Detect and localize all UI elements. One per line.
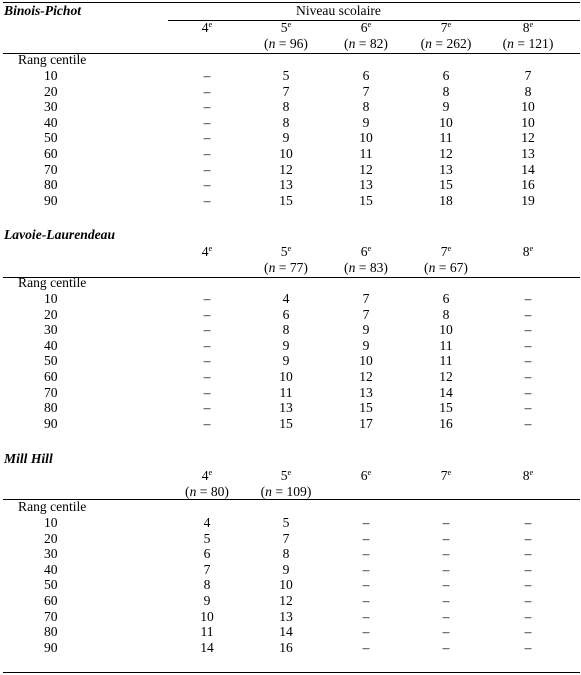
table-cell: 5 [203, 530, 211, 546]
table-cell: – [362, 624, 370, 640]
table-cell: – [362, 561, 370, 577]
paren-open: ( [264, 260, 269, 275]
paren-open: ( [260, 484, 266, 499]
table-cell: – [442, 561, 450, 577]
table-cell: 15 [359, 400, 373, 416]
table-cell: – [203, 177, 211, 193]
table-cell: 15 [439, 177, 453, 193]
grade-number: 5 [280, 468, 288, 483]
n-value: 109 [286, 484, 307, 499]
sample-size [331, 260, 401, 276]
rank-value: 20 [44, 306, 58, 322]
paren-close: ) [383, 260, 388, 275]
table-cell: – [442, 546, 450, 562]
rank-value: 60 [44, 369, 58, 384]
grade-number: 6 [360, 20, 368, 35]
rank-value: 70 [44, 161, 58, 177]
grade-suffix: e [529, 19, 534, 29]
table-cell: – [524, 624, 532, 640]
table-cell: 10 [439, 322, 453, 338]
rank-value: 20 [44, 530, 58, 546]
table-cell: 10 [279, 369, 293, 384]
n-symbol: n [348, 260, 356, 275]
table-cell: 12 [359, 369, 373, 384]
n-value: 82 [369, 36, 384, 51]
table-cell: – [442, 515, 450, 530]
n-symbol: n [268, 36, 276, 51]
sample-size [411, 260, 481, 276]
table-cell: 14 [439, 384, 453, 400]
grade-suffix: e [367, 19, 372, 29]
section-title: Mill Hill [4, 451, 53, 466]
grade-header [411, 244, 481, 261]
table-cell: 11 [439, 353, 453, 369]
grade-suffix: e [447, 467, 452, 477]
equals: = [275, 36, 290, 51]
grade-number: 7 [440, 468, 448, 483]
paren-close: ) [303, 36, 308, 51]
table-cell: – [362, 608, 370, 624]
grade-number: 5 [280, 244, 288, 259]
grade-suffix: e [208, 19, 213, 29]
grade-header [251, 244, 321, 261]
table-cell: – [442, 530, 450, 546]
table-cell: 13 [359, 384, 373, 400]
table-cell: 7 [282, 530, 290, 546]
grade-suffix: e [367, 467, 372, 477]
rank-value: 90 [44, 192, 58, 208]
sample-size [251, 260, 321, 276]
table-cell: 11 [359, 146, 373, 161]
table-cell: – [203, 192, 211, 208]
rang-centile-label: Rang centile [18, 499, 87, 514]
table-cell: 13 [439, 161, 453, 177]
table-bottom-rule [3, 672, 580, 673]
table-cell: 8 [282, 546, 290, 562]
table-cell: 9 [362, 114, 370, 130]
grade-number: 8 [522, 468, 530, 483]
rank-value: 50 [44, 353, 58, 369]
table-cell: – [203, 114, 211, 130]
equals: = [196, 484, 211, 499]
table-cell: 10 [439, 114, 453, 130]
section-header-rule [3, 53, 580, 54]
table-cell: 14 [279, 624, 293, 640]
table-cell: 9 [282, 130, 290, 146]
table-cell: 5 [282, 68, 290, 83]
paren-close: ) [383, 36, 388, 51]
table-cell: 14 [521, 161, 535, 177]
grade-suffix: e [447, 19, 452, 29]
table-cell: 6 [442, 291, 450, 306]
table-cell: – [203, 415, 211, 431]
rank-value: 20 [44, 83, 58, 99]
table-cell: 15 [279, 192, 293, 208]
rang-centile-label: Rang centile [18, 52, 87, 67]
equals: = [275, 260, 290, 275]
table-cell: – [524, 530, 532, 546]
grade-number: 6 [360, 244, 368, 259]
table-cell: – [203, 353, 211, 369]
paren-close: ) [224, 484, 229, 499]
rank-value: 40 [44, 114, 58, 130]
table-cell: 8 [524, 83, 532, 99]
table-cell: 13 [359, 177, 373, 193]
table-cell: 13 [279, 177, 293, 193]
table-cell: – [524, 639, 532, 655]
table-cell: 7 [362, 291, 370, 306]
table-cell: – [203, 68, 211, 83]
table-cell: 9 [282, 337, 290, 353]
grade-header [493, 20, 563, 37]
table-cell: – [524, 306, 532, 322]
n-symbol: n [428, 260, 436, 275]
table-cell: 9 [282, 561, 290, 577]
grade-suffix: e [529, 467, 534, 477]
table-cell: 6 [362, 68, 370, 83]
paren-open: ( [264, 36, 269, 51]
rank-value: 40 [44, 561, 58, 577]
section-title: Binois-Pichot [4, 3, 82, 18]
grade-suffix: e [287, 467, 292, 477]
n-symbol: n [268, 260, 276, 275]
equals: = [271, 484, 287, 499]
grade-header [331, 468, 401, 485]
table-cell: 17 [359, 415, 373, 431]
paren-open: ( [344, 36, 349, 51]
rank-value: 70 [44, 384, 58, 400]
table-cell: 10 [279, 146, 293, 161]
table-cell: 7 [203, 561, 211, 577]
grade-number: 6 [360, 468, 368, 483]
equals: = [513, 36, 529, 51]
paren-open: ( [420, 36, 426, 51]
table-cell: 9 [203, 593, 211, 608]
rank-value: 70 [44, 608, 58, 624]
sample-size [411, 36, 481, 52]
table-cell: 4 [282, 291, 290, 306]
table-cell: 11 [200, 624, 214, 640]
grade-header [251, 20, 321, 37]
table-cell: – [442, 593, 450, 608]
table-cell: 6 [442, 68, 450, 83]
table-cell: 8 [442, 83, 450, 99]
table-cell: – [524, 515, 532, 530]
table-cell: – [203, 369, 211, 384]
table-cell: 13 [279, 608, 293, 624]
rank-value: 80 [44, 624, 58, 640]
grade-number: 5 [280, 20, 288, 35]
table-top-rule [3, 2, 580, 3]
sample-size [251, 484, 321, 500]
n-value: 121 [528, 36, 549, 51]
table-cell: 9 [362, 337, 370, 353]
grade-header [251, 468, 321, 485]
table-cell: 16 [439, 415, 453, 431]
n-symbol: n [265, 484, 272, 499]
n-value: 83 [369, 260, 384, 275]
n-value: 77 [289, 260, 304, 275]
table-cell: – [524, 546, 532, 562]
equals: = [431, 36, 447, 51]
table-cell: 9 [442, 99, 450, 115]
table-cell: 10 [359, 130, 373, 146]
table-cell: – [203, 306, 211, 322]
table-cell: 7 [282, 83, 290, 99]
grade-number: 8 [522, 244, 530, 259]
rank-value: 50 [44, 130, 58, 146]
table-cell: 12 [279, 161, 293, 177]
table-cell: 5 [282, 515, 290, 530]
table-cell: 7 [362, 306, 370, 322]
grade-number: 7 [440, 20, 448, 35]
n-symbol: n [189, 484, 197, 499]
rank-value: 80 [44, 177, 58, 193]
grade-header [411, 468, 481, 485]
sample-size [172, 484, 242, 500]
table-cell: – [203, 99, 211, 115]
table-cell: 19 [521, 192, 535, 208]
rank-value: 80 [44, 400, 58, 416]
table-cell: 4 [203, 515, 211, 530]
rank-value: 40 [44, 337, 58, 353]
table-cell: – [524, 337, 532, 353]
table-cell: – [524, 608, 532, 624]
table-cell: – [203, 337, 211, 353]
table-cell: – [524, 353, 532, 369]
table-cell: – [362, 577, 370, 593]
grade-header [172, 468, 242, 485]
grade-number: 7 [440, 244, 448, 259]
paren-close: ) [548, 36, 554, 51]
table-cell: – [203, 83, 211, 99]
table-cell: – [203, 384, 211, 400]
rank-value: 50 [44, 577, 58, 593]
grade-header [331, 20, 401, 37]
equals: = [435, 260, 450, 275]
n-symbol: n [348, 36, 356, 51]
table-cell: 9 [362, 322, 370, 338]
grade-header [493, 468, 563, 485]
grade-number: 8 [522, 20, 530, 35]
table-cell: – [442, 608, 450, 624]
table-cell: – [203, 146, 211, 161]
paren-close: ) [466, 36, 472, 51]
table-cell: – [203, 161, 211, 177]
n-symbol: n [425, 36, 432, 51]
table-cell: 9 [282, 353, 290, 369]
grade-suffix: e [529, 243, 534, 253]
table-cell: 10 [200, 608, 214, 624]
table-cell: 18 [439, 192, 453, 208]
sample-size [251, 36, 321, 52]
table-cell: – [203, 322, 211, 338]
table-cell: – [524, 561, 532, 577]
table-cell: 15 [439, 400, 453, 416]
table-cell: – [203, 400, 211, 416]
table-cell: – [524, 593, 532, 608]
table-cell: – [362, 639, 370, 655]
table-cell: 13 [521, 146, 535, 161]
table-cell: 12 [439, 369, 453, 384]
table-cell: – [362, 593, 370, 608]
table-cell: 12 [359, 161, 373, 177]
section-header-rule [3, 499, 580, 500]
rank-value: 60 [44, 146, 58, 161]
table-cell: – [442, 624, 450, 640]
table-cell: – [524, 577, 532, 593]
section-header-rule [3, 277, 580, 278]
table-cell: 10 [359, 353, 373, 369]
table-cell: – [362, 546, 370, 562]
table-cell: – [362, 515, 370, 530]
table-cell: 13 [279, 400, 293, 416]
table-cell: – [524, 384, 532, 400]
table-cell: – [524, 369, 532, 384]
paren-close: ) [306, 484, 312, 499]
grade-header [411, 20, 481, 37]
table-cell: – [203, 130, 211, 146]
table-cell: 10 [521, 99, 535, 115]
n-value: 80 [210, 484, 225, 499]
grade-suffix: e [447, 243, 452, 253]
paren-close: ) [303, 260, 308, 275]
table-cell: 10 [279, 577, 293, 593]
rank-value: 90 [44, 639, 58, 655]
table-cell: 8 [282, 99, 290, 115]
grade-suffix: e [287, 19, 292, 29]
grade-number: 4 [201, 468, 209, 483]
n-value: 262 [446, 36, 467, 51]
grade-suffix: e [208, 467, 213, 477]
table-cell: 12 [439, 146, 453, 161]
rank-value: 30 [44, 322, 58, 338]
table-cell: – [203, 291, 211, 306]
table-cell: 10 [521, 114, 535, 130]
table-cell: 12 [279, 593, 293, 608]
table-cell: 11 [279, 384, 293, 400]
paren-close: ) [463, 260, 468, 275]
table-cell: 7 [524, 68, 532, 83]
grade-number: 4 [201, 20, 209, 35]
rank-value: 60 [44, 593, 58, 608]
table-cell: – [524, 291, 532, 306]
table-cell: – [524, 400, 532, 416]
equals: = [355, 36, 370, 51]
n-value: 96 [289, 36, 304, 51]
grade-header [493, 244, 563, 261]
rank-value: 30 [44, 99, 58, 115]
table-cell: 6 [282, 306, 290, 322]
n-symbol: n [507, 36, 514, 51]
table-cell: 16 [279, 639, 293, 655]
table-cell: 11 [439, 130, 453, 146]
table-cell: – [362, 530, 370, 546]
table-cell: 15 [359, 192, 373, 208]
grade-suffix: e [208, 243, 213, 253]
paren-open: ( [502, 36, 508, 51]
table-cell: 16 [521, 177, 535, 193]
table-cell: 8 [362, 99, 370, 115]
rank-value: 10 [44, 515, 58, 530]
grade-suffix: e [367, 243, 372, 253]
paren-open: ( [424, 260, 429, 275]
table-cell: 7 [362, 83, 370, 99]
sample-size [331, 36, 401, 52]
table-cell: 8 [282, 322, 290, 338]
grade-header [172, 244, 242, 261]
niveau-scolaire-heading: Niveau scolaire [296, 3, 381, 18]
rank-value: 10 [44, 68, 58, 83]
paren-open: ( [344, 260, 349, 275]
grade-header [172, 20, 242, 37]
grade-header [331, 244, 401, 261]
table-cell: 6 [203, 546, 211, 562]
rank-value: 10 [44, 291, 58, 306]
table-cell: 8 [203, 577, 211, 593]
rank-value: 30 [44, 546, 58, 562]
sample-size [493, 36, 563, 52]
section-title: Lavoie-Laurendeau [4, 227, 116, 242]
table-cell: – [442, 577, 450, 593]
table-cell: 12 [521, 130, 535, 146]
table-cell: – [442, 639, 450, 655]
equals: = [355, 260, 370, 275]
table-cell: – [524, 322, 532, 338]
n-value: 67 [449, 260, 464, 275]
table-cell: 11 [439, 337, 453, 353]
paren-open: ( [185, 484, 190, 499]
table-cell: 8 [442, 306, 450, 322]
grade-suffix: e [287, 243, 292, 253]
rang-centile-label: Rang centile [18, 275, 87, 290]
table-cell: 14 [200, 639, 214, 655]
table-cell: 15 [279, 415, 293, 431]
grade-number: 4 [201, 244, 209, 259]
rank-value: 90 [44, 415, 58, 431]
table-cell: 8 [282, 114, 290, 130]
table-cell: – [524, 415, 532, 431]
